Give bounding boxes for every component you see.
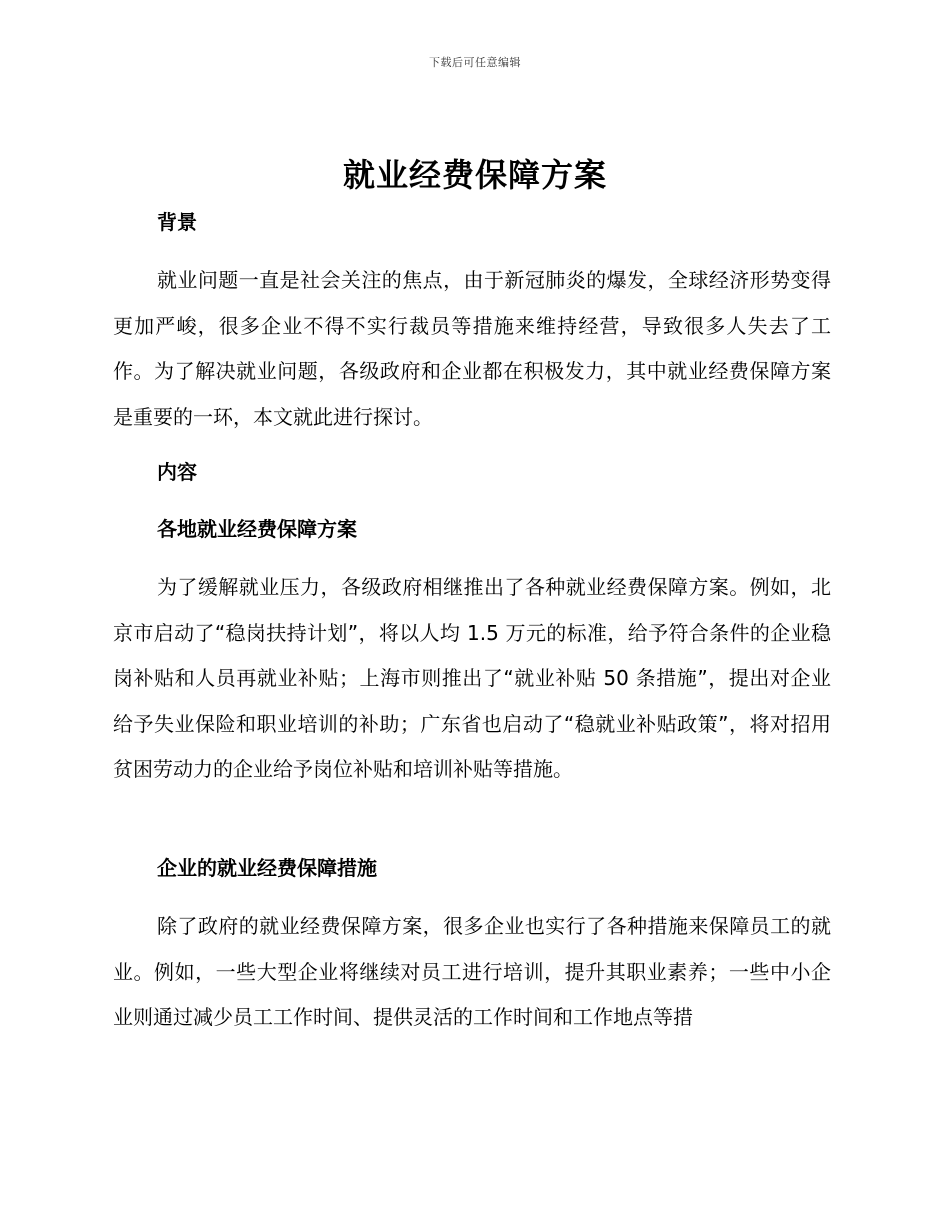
paragraph-background: 就业问题一直是社会关注的焦点，由于新冠肺炎的爆发，全球经济形势变得更加严峻，很多企业不得不实行裁员等措施来维持经营，导致很多人失去了工作。为了解决就业问题，各级政府和企业都在积极发力，其中就业经费保障方案是重要的一环，本文就此进行探讨。 bbox=[113, 268, 831, 429]
document-title: 就业经费保障方案 bbox=[342, 156, 607, 194]
paragraph-local-plans: 为了缓解就业压力，各级政府相继推出了各种就业经费保障方案。例如，北京市启动了“稳岗扶持计划”，将以人均 1.5 万元的标准，给予符合条件的企业稳岗补贴和人员再就业补贴；上海市则推出了“就业补贴 50 条措施”，提出对企业给予失业保险和职业培训的补助；广东省也启动了“稳就业补贴政策”，将对招用贫困劳动力的企业给予岗位补贴和培训补贴等措施。 bbox=[113, 575, 831, 782]
paragraph-enterprise-measures: 除了政府的就业经费保障方案，很多企业也实行了各种措施来保障员工的就业。例如，一些大型企业将继续对员工进行培训，提升其职业素养；一些中小企业则通过减少员工工作时间、提供灵活的工作时间和工作地点等措 bbox=[113, 914, 831, 1030]
section-heading-background: 背景 bbox=[157, 210, 197, 234]
header-note: 下载后可任意编辑 bbox=[429, 56, 521, 69]
section-heading-content: 内容 bbox=[157, 460, 197, 484]
section-heading-local-plans: 各地就业经费保障方案 bbox=[157, 517, 357, 541]
section-heading-enterprise-measures: 企业的就业经费保障措施 bbox=[157, 856, 377, 880]
